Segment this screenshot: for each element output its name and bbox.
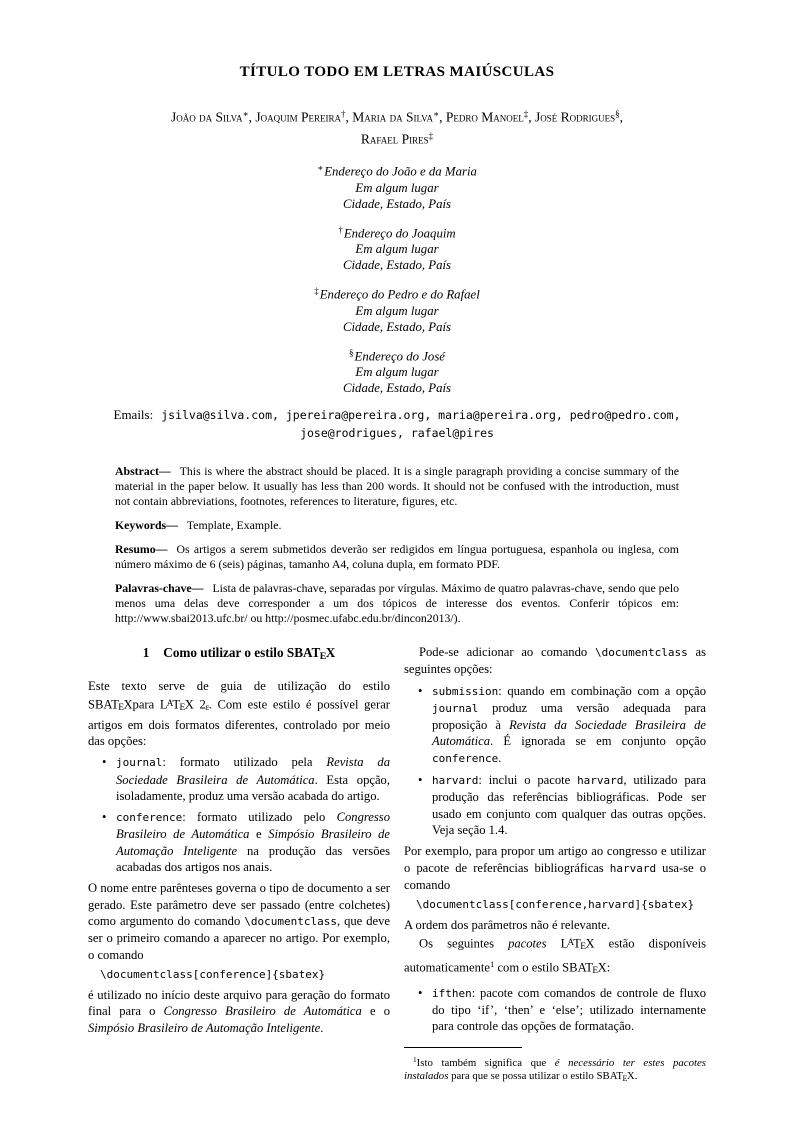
address-line — [88, 222, 706, 242]
abstract-block — [115, 518, 679, 533]
paragraph — [88, 678, 390, 749]
author-separator: , — [439, 109, 446, 125]
text-segment: ε — [205, 703, 210, 714]
text-segment: . É ignorada se em conjunto opção — [490, 734, 706, 749]
text-segment: as seguintes opções: — [404, 645, 706, 677]
paragraph — [404, 644, 706, 678]
address-line — [88, 196, 706, 212]
abstract-block — [115, 581, 679, 626]
text-segment: Isto também significa que — [416, 1056, 555, 1069]
text-segment: Congresso Brasileiro de Automática — [163, 1004, 362, 1019]
text-segment: produz uma versão adequada para proposição à — [432, 700, 706, 733]
text-segment: E — [580, 942, 587, 953]
address-text: Em algum lugar — [355, 365, 439, 379]
author-affiliation-mark: ‡ — [428, 130, 434, 141]
text-segment: Congresso Brasileiro de Automática — [116, 810, 390, 842]
paragraph — [404, 934, 706, 980]
text-segment: , utilizado para produção das referências bibliográficas. Pode ser usado em conjunto com qualquer das outras opções. Veja seção 1.4. — [432, 773, 706, 837]
code-text: \documentclass[conference,harvard]{sbatex} — [416, 898, 695, 912]
author-separator: , — [345, 109, 353, 125]
paragraph — [404, 843, 706, 893]
text-segment: SBAT — [88, 697, 119, 712]
author-name: Pedro Manoel — [445, 109, 524, 125]
code-text: harvard — [609, 861, 657, 875]
author-name: Joaquim Pereira — [255, 109, 341, 125]
address-block — [88, 222, 706, 274]
author-affiliation-mark: † — [340, 109, 346, 119]
author-name: Rafael Pires — [360, 131, 429, 146]
text-segment: com o estilo — [494, 960, 563, 975]
text-segment: X: — [597, 960, 611, 975]
section-title — [163, 645, 336, 663]
text-segment: Revista da Sociedade Brasileira de Automática — [432, 718, 706, 749]
text-segment: X. — [626, 1070, 638, 1083]
text-segment: Por exemplo, para propor um artigo ao congresso e utilizar o pacote de referências bibliográficas — [404, 844, 706, 875]
text-segment: E — [319, 651, 327, 663]
text-segment: 1 — [413, 1054, 417, 1064]
abstract-block — [115, 542, 679, 572]
right-column-content — [404, 644, 706, 1035]
emails-label: Emails: — [113, 407, 154, 422]
text-segment: Pode-se adicionar ao comando — [419, 645, 595, 659]
left-column — [88, 644, 390, 1085]
text-segment: : quando em combinação com a opção — [498, 683, 706, 698]
emails-block — [88, 406, 706, 442]
text-segment: pacotes — [508, 936, 547, 951]
section-number: 1 — [142, 645, 150, 660]
address-text: Endereço do Joaquim — [343, 226, 456, 240]
address-line — [88, 319, 706, 335]
author-name: Maria da Silva — [352, 109, 434, 125]
text-segment: . Com este estilo é possível gerar artigos em dois formatos diferentes, controlado por meio das opções: — [88, 697, 390, 748]
text-segment: para — [132, 697, 160, 712]
address-line — [88, 241, 706, 257]
address-mark: § — [349, 347, 354, 358]
abstract-label: Palavras-chave— — [115, 581, 204, 595]
bullet-item — [116, 809, 390, 875]
text-segment: X 2 — [184, 697, 206, 712]
code-text: harvard — [577, 774, 624, 788]
text-segment: é utilizado no início deste arquivo para geração do formato final para o — [88, 988, 390, 1019]
right-column — [404, 644, 706, 1085]
text-segment: T — [573, 936, 581, 951]
address-line — [88, 257, 706, 273]
text-segment: SBAT — [286, 645, 321, 660]
author-affiliation-mark: ∗ — [433, 109, 440, 119]
text-segment: : formato utilizado pelo — [182, 810, 337, 825]
text-segment: Simpósio Brasileiro de Automação Inteligente — [88, 1020, 321, 1035]
address-blocks — [88, 160, 706, 396]
abstract-label: Abstract— — [115, 464, 171, 478]
text-segment: A — [166, 697, 174, 708]
address-line — [88, 303, 706, 319]
text-segment: : formato utilizado pela — [162, 755, 327, 770]
text-segment: para que se possa utilizar o estilo — [448, 1070, 597, 1083]
two-column-body — [88, 644, 706, 1085]
text-segment: Revista da Sociedade Brasileira de Automática — [116, 755, 390, 787]
paragraph — [88, 987, 390, 1036]
address-mark: ‡ — [314, 286, 319, 296]
bullet-item — [432, 683, 706, 767]
abstract-label: Resumo— — [115, 542, 168, 556]
address-text: Cidade, Estado, País — [342, 381, 452, 395]
paragraph — [404, 917, 706, 933]
code-line — [416, 897, 706, 913]
address-block — [88, 345, 706, 397]
left-column-content — [88, 678, 390, 1036]
text-segment: L — [159, 697, 168, 712]
address-text: Endereço do José — [354, 349, 445, 363]
address-text: Cidade, Estado, País — [342, 196, 452, 211]
abstract-text: This is where the abstract should be placed. It is a single paragraph providing a concise summary of the material in the paper below. It usually has less than 200 words. It should not be confused with the introduction, must not contain abbreviations, footnotes, references to literature, figures, etc. — [115, 464, 679, 508]
code-text: harvard — [432, 774, 479, 788]
bullet-item — [432, 985, 706, 1035]
bullet-item — [432, 772, 706, 838]
abstract-section — [115, 464, 679, 626]
address-text: Cidade, Estado, País — [342, 258, 452, 272]
code-text: \documentclass — [594, 646, 688, 659]
paper-title: TÍTULO TODO EM LETRAS MAIÚSCULAS — [239, 64, 555, 80]
code-text: journal — [432, 701, 479, 715]
footnote-text — [404, 1053, 706, 1086]
authors-block — [88, 105, 706, 148]
abstract-label: Keywords— — [115, 518, 178, 532]
authors-line — [88, 127, 706, 149]
abstract-text: Os artigos a serem submetidos deverão ser redigidos em língua portuguesa, espanhola ou inglesa, com número máximo de 6 (seis) páginas, tamanho A4, coluna dupla, em formato PDF. — [115, 542, 679, 571]
author-affiliation-mark: ‡ — [523, 109, 529, 119]
code-text: \documentclass — [244, 914, 337, 928]
text-segment: usa-se o comando — [404, 860, 706, 892]
code-line — [100, 967, 390, 983]
paragraph — [88, 880, 390, 962]
abstract-text: Lista de palavras-chave, separadas por vírgulas. Máximo de quatro palavras-chave, sendo que pelo menos uma delas deve corresponder a um dos tópicos de interesse dos eventos. Conferir tópicos em: http://www.sbai2013.ufc.br/ ou http://posmec.ufabc.edu.br/dincon2013/). — [115, 581, 679, 625]
author-name: José Rodrigues — [535, 109, 616, 125]
text-segment: X — [123, 697, 133, 712]
text-segment: Como utilizar o estilo — [163, 645, 287, 660]
address-mark: ∗ — [317, 163, 324, 173]
text-segment: X — [585, 936, 595, 951]
text-segment: E — [592, 966, 599, 977]
code-text: conference — [116, 811, 183, 825]
footnote-rule — [404, 1047, 522, 1048]
address-text: Em algum lugar — [355, 303, 439, 318]
bullet-item — [116, 754, 390, 804]
text-segment: : pacote com comandos de controle de fluxo do tipo ‘if’, ‘then’ e ‘else’; utilizado internamente para controle das opções de formatação. — [432, 985, 706, 1034]
text-segment: X — [325, 645, 336, 660]
text-segment: A ordem dos parâmetros não é relevante. — [404, 918, 610, 933]
address-mark: † — [338, 224, 343, 235]
address-block — [88, 283, 706, 335]
address-text: Endereço do Pedro e do Rafael — [319, 287, 480, 302]
address-line — [88, 283, 706, 303]
text-segment: . — [498, 750, 502, 765]
text-segment: E — [118, 703, 124, 714]
code-text: conference — [432, 751, 499, 765]
authors-line — [88, 105, 706, 127]
section-heading — [88, 645, 390, 665]
text-segment: 1 — [490, 958, 495, 969]
address-text: Em algum lugar — [355, 242, 439, 256]
address-text: Endereço do João e da Maria — [324, 164, 477, 179]
abstract-text: Template, Example. — [186, 518, 282, 532]
code-text: \documentclass[conference]{sbatex} — [100, 967, 326, 981]
text-segment: SBAT — [562, 960, 593, 975]
author-affiliation-mark: § — [615, 109, 620, 119]
footnote-block — [404, 1047, 706, 1086]
text-segment: Simpósio Brasileiro de Automação Inteligente — [116, 827, 390, 858]
text-segment: , que deve ser o primeiro comando a aparecer no artigo. Por exemplo, o comando — [88, 913, 390, 962]
address-line — [88, 345, 706, 365]
text-segment: E — [179, 703, 186, 714]
text-segment: . Esta opção, isoladamente, produz uma versão acabada do artigo. — [116, 772, 390, 803]
text-segment: T — [172, 697, 181, 712]
address-text: Em algum lugar — [355, 180, 439, 195]
emails-line-1 — [88, 406, 706, 424]
code-text: submission — [432, 684, 499, 698]
text-segment: Este texto serve de guia de utilização do estilo — [88, 679, 390, 694]
text-segment: . — [320, 1020, 324, 1035]
address-text: Cidade, Estado, País — [342, 319, 452, 334]
address-line — [88, 364, 706, 380]
address-block — [88, 160, 706, 212]
text-segment: E — [622, 1073, 628, 1083]
address-line — [88, 380, 706, 396]
text-segment: L — [560, 936, 569, 951]
text-segment: estão disponíveis automaticamente — [404, 936, 707, 975]
text-segment: Os seguintes — [419, 936, 509, 951]
emails-list-2: jose@rodrigues, rafael@pires — [300, 426, 494, 440]
text-segment — [547, 936, 561, 950]
text-segment: e o — [361, 1004, 390, 1019]
text-segment: é necessário ter estes pacotes instalados — [404, 1056, 706, 1083]
text-segment: SBAT — [596, 1070, 623, 1083]
emails-list-1: jsilva@silva.com, jpereira@pereira.org, maria@pereira.org, pedro@pedro.com, — [161, 408, 681, 422]
code-text: ifthen — [432, 986, 472, 1000]
text-segment: O nome entre parênteses governa o tipo de documento a ser gerado. Este parâmetro deve ser passado (entre colchetes) como argumento do comando — [88, 881, 390, 928]
address-line — [88, 160, 706, 180]
author-affiliation-mark: ∗ — [242, 109, 249, 119]
author-name: João da Silva — [170, 109, 243, 125]
address-line — [88, 180, 706, 196]
author-separator: , — [528, 109, 536, 125]
text-segment: na produção das versões acabadas dos artigos nos anais. — [116, 843, 390, 875]
abstract-block — [115, 464, 679, 509]
text-segment: A — [567, 936, 575, 947]
code-text: journal — [116, 756, 163, 770]
author-separator: , — [619, 109, 624, 125]
text-segment: e — [249, 827, 269, 842]
author-separator: , — [248, 109, 256, 125]
text-segment: : inclui o pacote — [478, 773, 578, 788]
